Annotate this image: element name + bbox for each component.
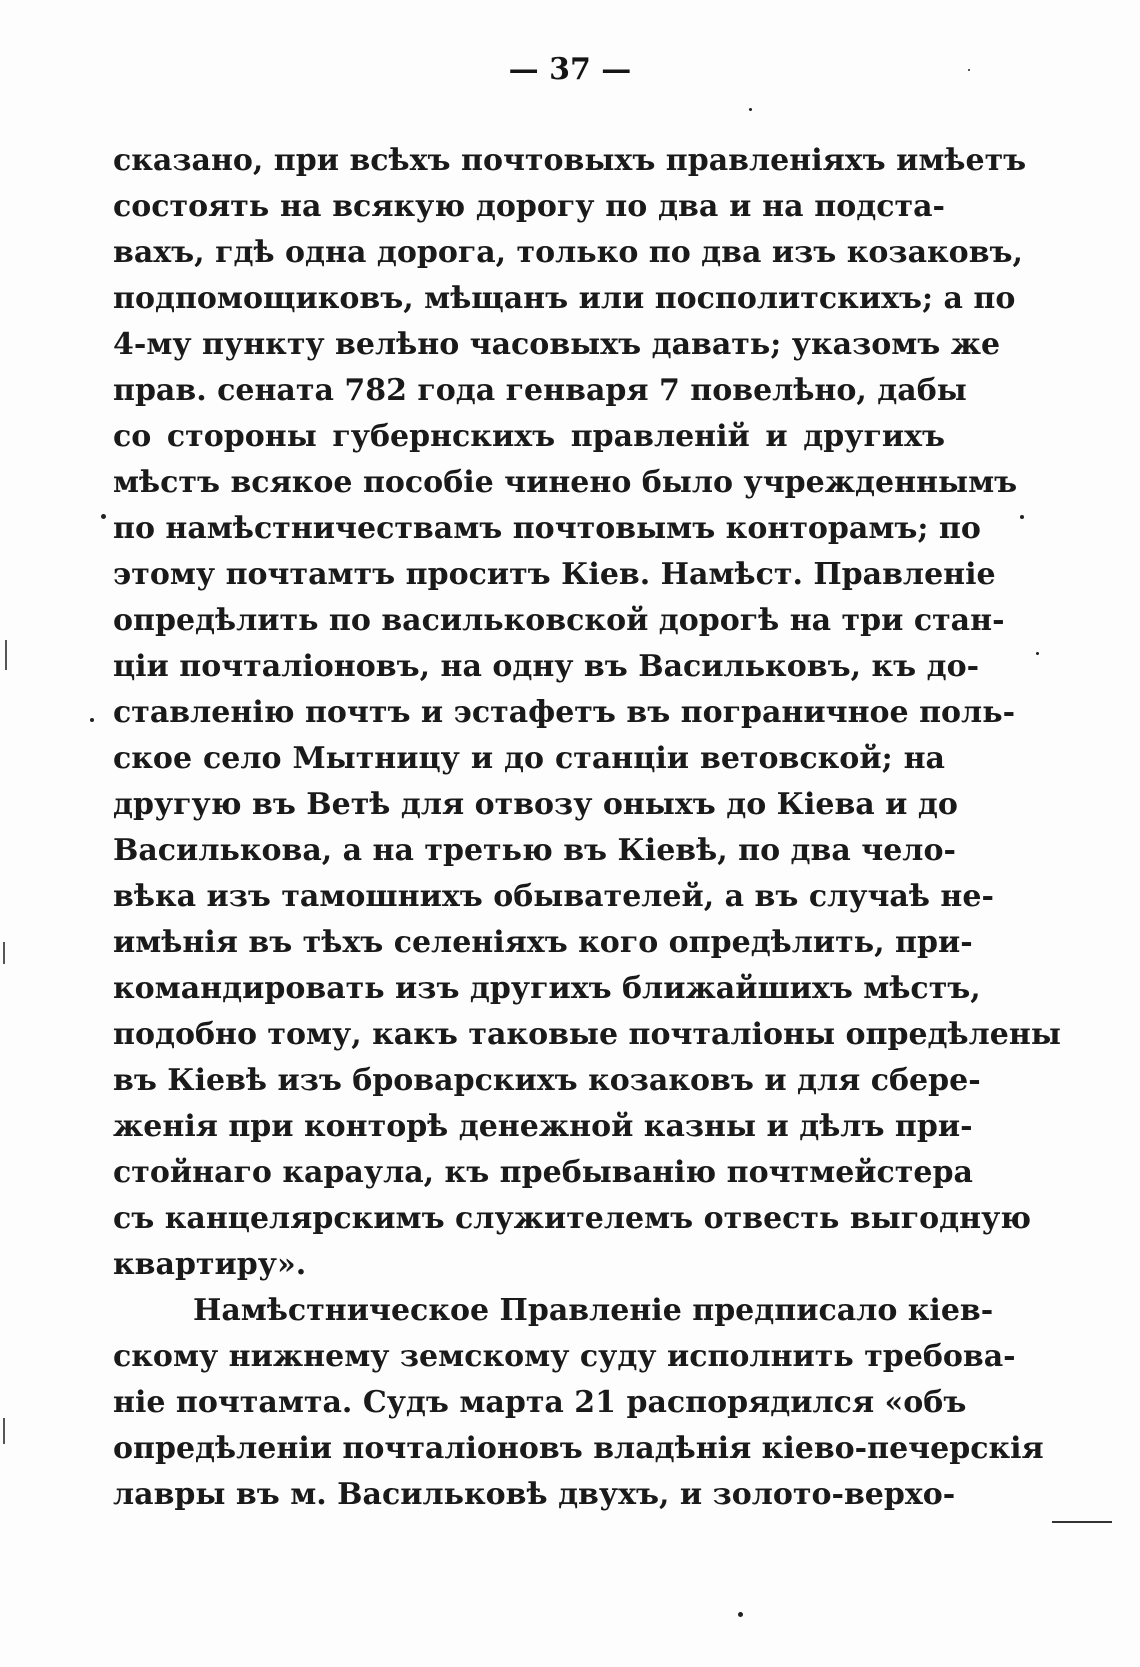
- text-line: мѣстъ всякое пособіе чинено было учрежденнымъ: [113, 465, 1018, 500]
- text-line: лавры въ м. Васильковѣ двухъ, и золото-верхо-: [113, 1477, 956, 1512]
- scan-speck: [101, 514, 106, 519]
- text-line: прав. сената 782 года генваря 7 повелѣно, дабы: [113, 373, 967, 408]
- text-line: подпомощиковъ, мѣщанъ или посполитскихъ; а по: [113, 281, 1016, 316]
- text-line: съ канцелярскимъ служителемъ отвесть выгодную: [113, 1201, 1032, 1236]
- text-line: опредѣлить по васильковской дорогѣ на три стан-: [113, 603, 1005, 638]
- text-line: опредѣленіи почталіоновъ владѣнія кіево-печерскія: [113, 1431, 1044, 1466]
- text-line: Василькова, а на третью въ Кіевѣ, по два чело-: [113, 833, 956, 868]
- edge-mark: [5, 640, 7, 670]
- text-line: Намѣстническое Правленіе предписало кіев-: [193, 1293, 994, 1328]
- text-line: по намѣстничествамъ почтовымъ конторамъ; по: [113, 511, 981, 546]
- text-line: женія при конторѣ денежной казны и дѣлъ при-: [113, 1109, 973, 1144]
- text-line: сказано, при всѣхъ почтовыхъ правленіяхъ имѣетъ: [113, 143, 1027, 178]
- text-line: ціи почталіоновъ, на одну въ Васильковъ, къ до-: [113, 649, 980, 684]
- page-number: — 37 —: [508, 52, 632, 87]
- text-line: квартиру».: [113, 1247, 307, 1282]
- text-line: со стороны губернскихъ правленій и другихъ: [113, 419, 945, 454]
- text-line: другую въ Ветѣ для отвозу оныхъ до Кіева и до: [113, 787, 958, 822]
- scan-speck: [1036, 652, 1039, 655]
- text-line: въ Кіевѣ изъ броварскихъ козаковъ и для сбере-: [113, 1063, 981, 1098]
- scan-speck: [90, 718, 94, 722]
- text-line: командировать изъ другихъ ближайшихъ мѣстъ,: [113, 971, 981, 1006]
- text-line: стойнаго караула, къ пребыванію почтмейстера: [113, 1155, 973, 1190]
- scan-speck: [1020, 515, 1024, 519]
- text-line: 4-му пункту велѣно часовыхъ давать; указомъ же: [113, 327, 1001, 362]
- text-line: состоять на всякую дорогу по два и на подста-: [113, 189, 945, 224]
- edge-mark: [3, 1418, 5, 1444]
- margin-rule-mark: [1052, 1521, 1112, 1523]
- text-line: скому нижнему земскому суду исполнить требова-: [113, 1339, 1016, 1374]
- body-text: [113, 138, 1061, 1518]
- text-line: ставленію почтъ и эстафетъ въ пограничное поль-: [113, 695, 1016, 730]
- text-line: ское село Мытницу и до станціи ветовской; на: [113, 741, 945, 776]
- scan-speck: [749, 108, 752, 111]
- text-line: имѣнія въ тѣхъ селеніяхъ кого опредѣлить, при-: [113, 925, 973, 960]
- text-line: ніе почтамта. Судъ марта 21 распорядился «объ: [113, 1385, 967, 1420]
- text-line: вахъ, гдѣ одна дорога, только по два изъ козаковъ,: [113, 235, 1023, 270]
- text-line: этому почтамтъ проситъ Кіев. Намѣст. Правленіе: [113, 557, 996, 592]
- text-line: подобно тому, какъ таковые почталіоны опредѣлены: [113, 1017, 1061, 1052]
- scan-speck: [738, 1612, 743, 1617]
- scan-speck: [968, 69, 970, 71]
- text-line: вѣка изъ тамошнихъ обывателей, а въ случаѣ не-: [113, 879, 994, 914]
- edge-mark: [3, 942, 5, 964]
